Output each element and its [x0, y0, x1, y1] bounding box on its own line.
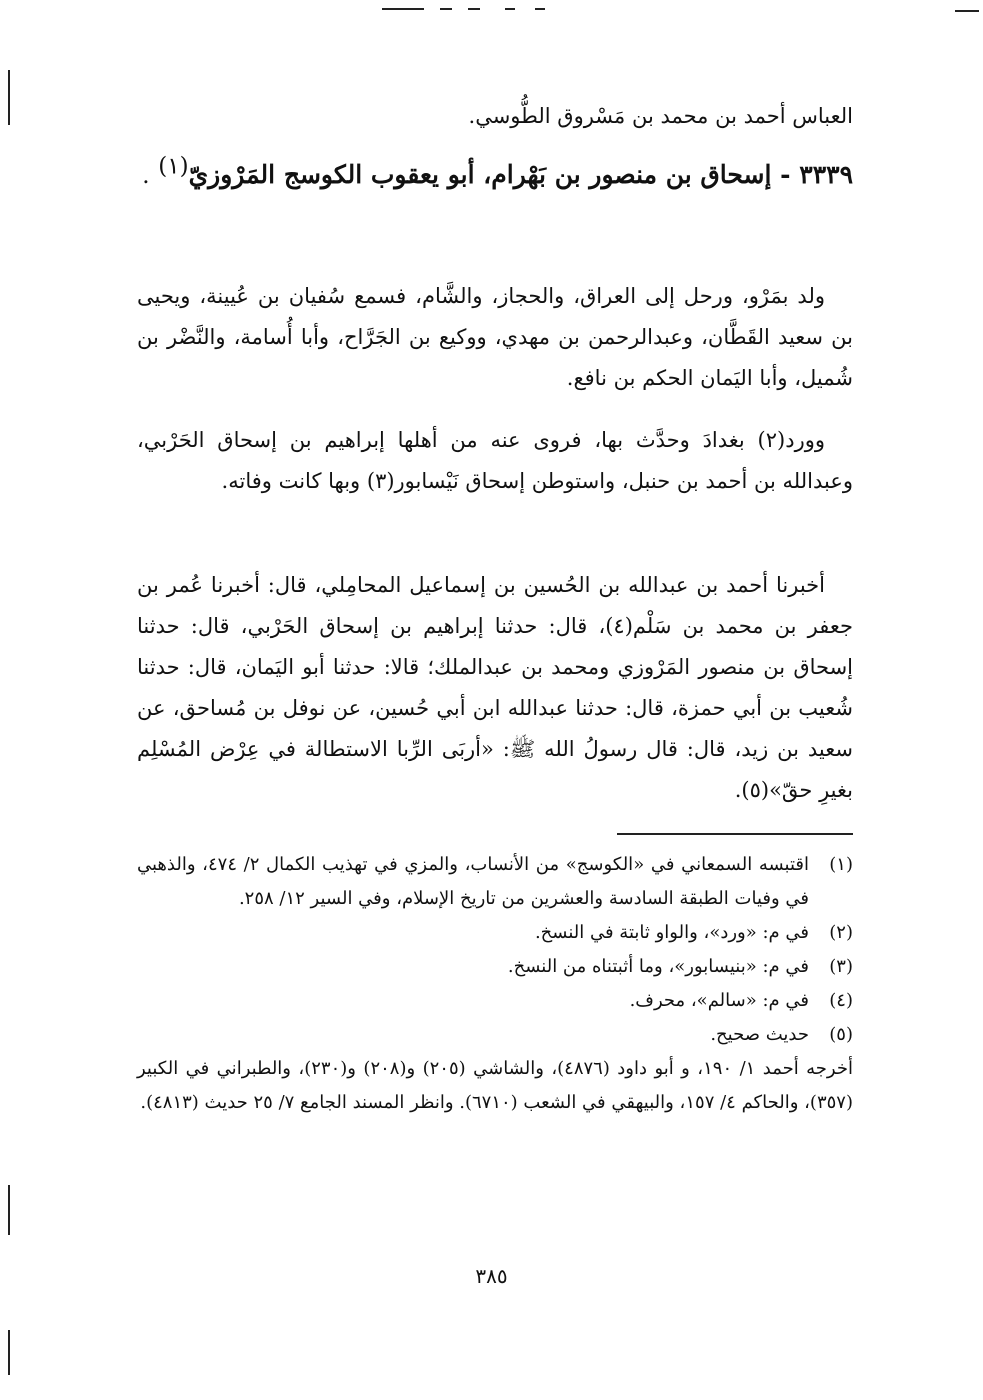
footnote-text: حديث صحيح.: [710, 1024, 809, 1045]
scan-mark-top-2: [440, 8, 452, 10]
opening-line: العباس أحمد بن محمد بن مَسْروق الطُّوسي.: [468, 104, 853, 128]
footnote-3: [137, 950, 853, 984]
footnote-5-continuation: أخرجه أحمد ١/ ١٩٠، و أبو داود (٤٨٧٦)، والشاشي (٢٠٥) و(٢٠٨) و(٢٣٠)، والطبراني في الكبير (٣٥٧)، والحاكم ٤/ ١٥٧، والبيهقي في الشعب (٦٧١٠). وانظر المسند الجامع ٧/ ٢٥ حديث (٤٨١٣).: [137, 1058, 853, 1113]
footnote-number: (٢): [829, 922, 853, 943]
scan-mark-top-3: [468, 8, 480, 10]
footnote-text: اقتبسه السمعاني في «الكوسج» من الأنساب، والمزي في تهذيب الكمال ٢/ ٤٧٤، والذهبي في وفيات الطبقة السادسة والعشرين من تاريخ الإسلام، وفي السير ١٢/ ٢٥٨.: [137, 854, 809, 909]
footnote-rule: [617, 833, 853, 835]
paragraph-birth-travels: ولد بمَرْو، ورحل إلى العراق، والحجاز، والشَّام، فسمع سُفيان بن عُيينة، ويحيى بن سعيد القَطَّان، وعبدالرحمن بن مهدي، ووكيع بن الجَرَّاح، وأبا أُسامة، والنَّضْر بن شُميل، وأبا اليَمان الحكم بن نافع.: [137, 284, 853, 390]
paragraph-baghdad: وورد(٢) بغدادَ وحدَّث بها، فروى عنه من أهلها إبراهيم بن إسحاق الحَرْبي، وعبدالله بن أحمد بن حنبل، واستوطن إسحاق نَيْسابور(٣) وبها كانت وفاته.: [137, 428, 853, 493]
page-number: ٣٨٥: [475, 1264, 508, 1288]
footnote-text: في م: «ورد»، والواو ثابتة في النسخ.: [534, 922, 809, 943]
footnote-text: في م: «سالم»، محرف.: [629, 990, 809, 1011]
scan-mark-left-2: [8, 1185, 10, 1235]
entry-heading: [137, 150, 853, 201]
footnote-1: [137, 848, 853, 916]
footnote-number: (٥): [829, 1024, 853, 1045]
scan-mark-top-4: [505, 8, 515, 10]
scan-mark-left-1: [8, 70, 10, 125]
footnote-number: (١): [829, 854, 853, 875]
footnote-4: [137, 984, 853, 1018]
entry-end: .: [142, 163, 150, 189]
scan-mark-top-5: [535, 8, 545, 10]
footnote-number: (٤): [829, 990, 853, 1011]
entry-title: إسحاق بن منصور بن بَهْرام، أبو يعقوب الكوسج المَرْوزيّ: [188, 160, 772, 189]
footnote-number: (٣): [829, 956, 853, 977]
scan-mark-left-3: [8, 1330, 10, 1375]
footnote-text: في م: «بنيسابور»، وما أثبتناه من النسخ.: [507, 956, 809, 977]
entry-separator: -: [780, 160, 791, 189]
footnote-2: [137, 916, 853, 950]
entry-number: ٣٣٣٩: [799, 160, 853, 189]
paragraph-hadith-chain: أخبرنا أحمد بن عبدالله بن الحُسين بن إسماعيل المحامِلي، قال: أخبرنا عُمر بن جعفر بن محمد بن سَلْم(٤)، قال: حدثنا إبراهيم بن إسحاق الحَرْبي، قال: حدثنا إسحاق بن منصور المَرْوزي ومحمد بن عبدالملك؛ قالا: حدثنا أبو اليَمان، قال: حدثنا شُعيب بن أبي حمزة، قال: حدثنا عبدالله ابن أبي حُسين، عن نوفل بن مُساحق، عن سعيد بن زيد، قال: قال رسولُ الله ﷺ: «أربَى الرِّبا الاستطالة في عِرْض المُسْلِم بغيرِ حقّ»(٥).: [137, 573, 853, 802]
scan-mark-top-1: [382, 8, 424, 10]
footnotes: [137, 848, 853, 1120]
scan-mark-top-right: [955, 10, 979, 12]
entry-note-ref: (١): [158, 153, 189, 180]
footnote-5: [137, 1018, 853, 1052]
